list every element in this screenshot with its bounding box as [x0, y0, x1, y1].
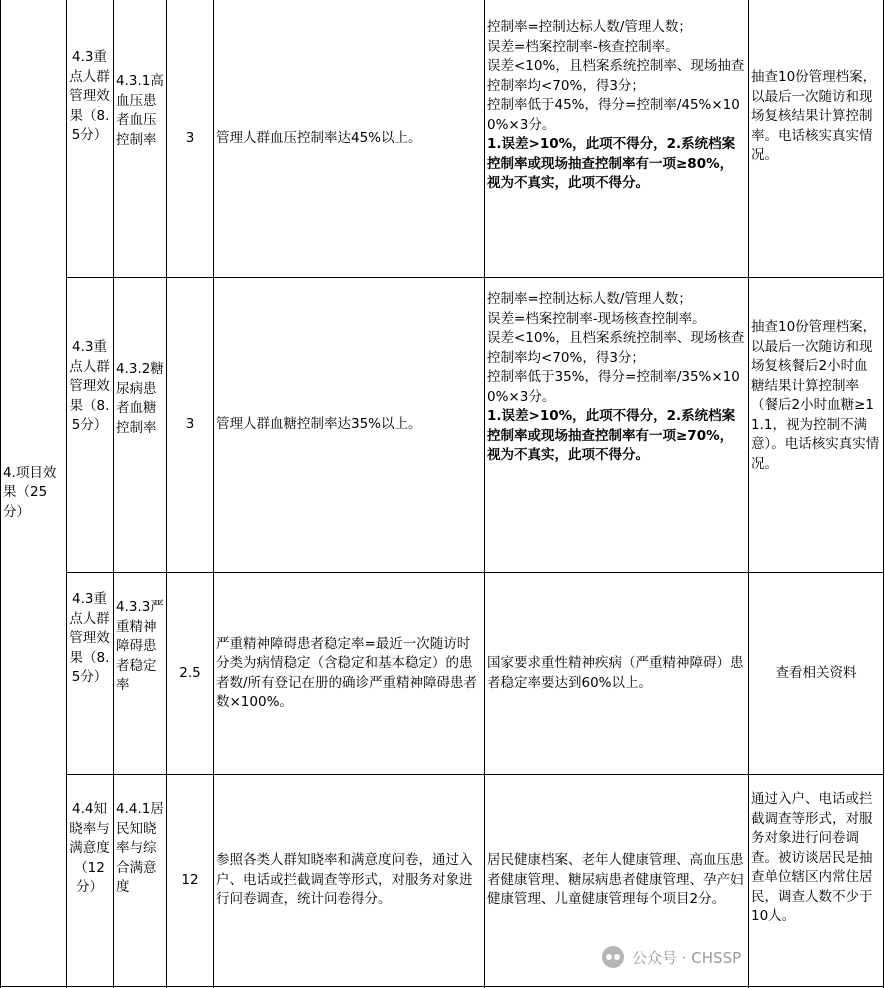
rules-cell [487, 573, 745, 774]
item-cell [116, 72, 164, 242]
method-text: 抽查10份管理档案，以最后一次随访和现场复核餐后2小时血糖结果计算控制率（餐后2小时血糖≥11.1，视为控制不满意）。电话核实真实情况。 [751, 319, 880, 472]
score-value: 2.5 [179, 664, 201, 681]
rules-cell [487, 18, 745, 276]
method-text: 查看相关资料 [775, 664, 857, 681]
score-cell [167, 278, 213, 572]
rule-line: 控制率=控制达标人数/管理人数； [487, 19, 692, 35]
rule-line: 误差<10%，且档案系统控制率、现场抽查控制率均<70%，得3分； [487, 58, 745, 94]
sub-category-label: 4.4知晓率与满意度（12分） [69, 801, 110, 895]
standard-text: 严重精神障碍患者稳定率=最近一次随访时分类为病情稳定（含稳定和基本稳定）的患者数/所有登记在册的确诊严重精神障碍患者数×100%。 [216, 635, 478, 710]
wechat-icon [602, 946, 624, 968]
method-cell [751, 573, 881, 774]
rule-line: 控制率低于35%，得分=控制率/35%×100%×3分。 [487, 369, 740, 405]
rule-line: 居民健康档案、老年人健康管理、高血压患者健康管理、糖尿病患者健康管理、孕产妇健康管理、儿童健康管理每个项目2分。 [487, 852, 744, 908]
sub-category-cell [67, 48, 112, 248]
standard-text: 管理人群血压控制率达45%以上。 [216, 129, 422, 146]
category-label: 4.项目效果（25分） [3, 464, 57, 520]
standard-cell [216, 775, 482, 986]
sub-category-cell [67, 590, 112, 770]
method-text: 抽查10份管理档案，以最后一次随访和现场复核结果计算控制率。电话核实真实情况。 [751, 69, 877, 163]
rules-cell [487, 290, 745, 570]
rule-line: 国家要求重性精神疾病（严重精神障碍）患者稳定率要达到60%以上。 [487, 655, 744, 691]
sub-category-cell [67, 800, 112, 980]
item-label: 4.3.3严重精神障碍患者稳定率 [116, 599, 164, 693]
standard-cell [216, 278, 482, 572]
score-cell [167, 0, 213, 277]
item-label: 4.3.2糖尿病患者血糖控制率 [116, 361, 164, 436]
score-cell [167, 775, 213, 986]
score-value: 12 [181, 871, 199, 888]
sub-category-label: 4.3重点人群管理效果（8.5分） [69, 49, 110, 143]
item-cell [116, 598, 164, 768]
method-text: 通过入户、电话或拦截调查等形式，对服务对象进行问卷调查。被访谈居民是抽查单位辖区内常住居民，调查人数不少于10人。 [751, 791, 873, 924]
score-value: 3 [185, 129, 195, 146]
sub-category-label: 4.3重点人群管理效果（8.5分） [69, 591, 110, 685]
rule-line: 控制率=控制达标人数/管理人数； [487, 291, 692, 307]
item-label: 4.3.1高血压患者血压控制率 [116, 73, 164, 148]
item-cell [116, 360, 164, 530]
score-value: 3 [185, 416, 195, 433]
method-cell [751, 68, 881, 248]
item-cell [116, 800, 164, 980]
score-cell [167, 573, 213, 774]
grid-line [0, 0, 1, 988]
rule-line: 误差=档案控制率-现场核查控制率。 [487, 310, 706, 327]
grid-line [748, 0, 749, 988]
method-cell [751, 318, 881, 568]
grid-line [484, 0, 485, 988]
grid-line [113, 0, 114, 988]
category-cell [3, 0, 65, 986]
grid-line [213, 0, 214, 988]
sub-category-label: 4.3重点人群管理效果（8.5分） [69, 339, 110, 433]
standard-text: 管理人群血糖控制率达35%以上。 [216, 416, 422, 433]
rule-penalty: 1.误差>10%，此项不得分，2.系统档案控制率或现场抽查控制率有一项≥80%，视为不真实，此项不得分。 [487, 136, 736, 191]
standard-cell [216, 0, 482, 277]
rule-line: 误差<10%，且档案系统控制率、现场核查控制率均<70%，得3分； [487, 330, 745, 366]
grid-line [0, 986, 884, 987]
standard-cell [216, 573, 482, 774]
item-label: 4.4.1居民知晓率与综合满意度 [116, 801, 164, 895]
standard-text: 参照各类人群知晓率和满意度问卷，通过入户、电话或拦截调查等形式，对服务对象进行问卷调查，统计问卷得分。 [216, 852, 473, 908]
grid-line [883, 0, 884, 988]
rule-line: 误差=档案控制率-核查控制率。 [487, 38, 679, 55]
sub-category-cell [67, 338, 112, 538]
rule-penalty: 1.误差>10%，此项不得分，2.系统档案控制率或现场抽查控制率有一项≥70%，视为不真实，此项不得分。 [487, 408, 736, 463]
rule-line: 控制率低于45%，得分=控制率/45%×100%×3分。 [487, 97, 740, 133]
watermark [602, 940, 872, 974]
watermark-text: 公众号 · CHSSP [632, 948, 742, 967]
